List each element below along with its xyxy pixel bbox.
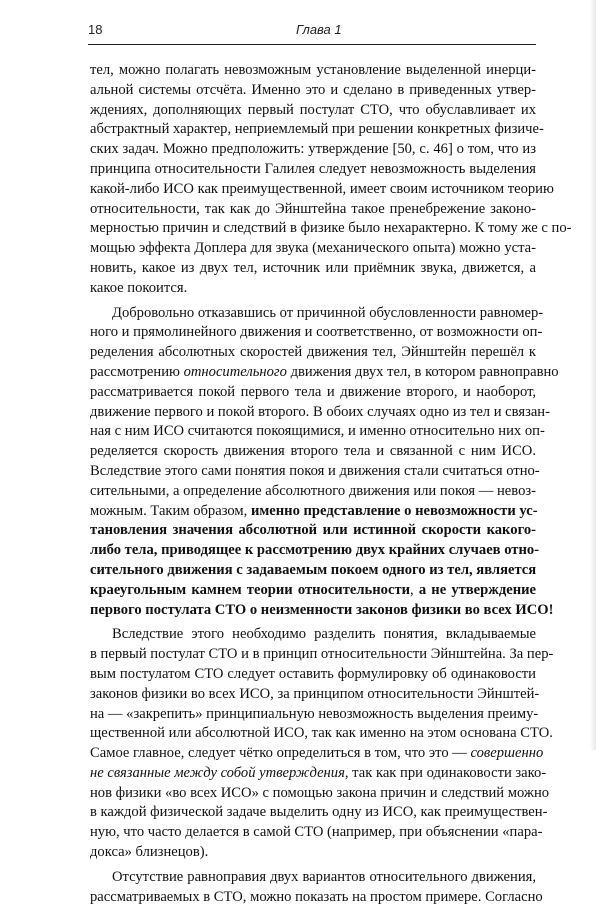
text-line [90,601,554,621]
running-header [88,22,536,44]
text-run: ских задач. Можно предположить: утверждение [50, с. 46] о том, что из [90,141,536,158]
text-run: Вследствие этого необходимо разделить понятия, вкладываемые [112,626,536,643]
text-line [90,180,554,200]
text-run: новить, какое из двух тел, источник или приёмник звука, движется, а [90,259,536,276]
text-run: рассматривается покой первого тела и движение второго, и наоборот, [90,383,536,400]
text-run: докса» близнецов). [90,844,209,861]
text-line [90,705,539,725]
text-line [90,101,536,121]
text-run: щественной или абсолютной ИСО, так как именно на этом основана СТО. [90,725,553,742]
text-run: Отсутствие равноправия двух вариантов относительного движения, [112,868,536,885]
text-line [90,239,536,259]
text-line [90,764,547,784]
text-run: в каждой физической задаче выделить одну из ИСО, как преимуществен- [90,804,548,821]
text-run: абстрактный характер, неприемлемый при решении конкретных физиче- [90,121,544,138]
text-line [90,541,540,561]
text-line [90,403,550,423]
text-line [90,784,550,804]
text-line [90,502,536,522]
text-line [90,665,536,685]
paragraph [90,868,543,907]
text-line [90,581,536,601]
text-run: сительными, а определение абсолютного движения или покоя — невоз- [90,482,536,499]
text-run: мощью эффекта Доплера для звука (механического опыта) можно уста- [90,240,536,257]
text-line [90,888,543,907]
header-rule [88,44,536,45]
text-run: рассмотрению [90,363,184,380]
italic-text: не связанные между собой утверждения [90,764,345,781]
text-line [90,744,544,764]
text-line [90,383,536,403]
text-run: , так как при одинаковости зако- [344,764,547,781]
text-line [90,323,543,343]
body-text [90,61,572,907]
text-run: законов физики во всех ИСО, за принципом относительности Эйнштей- [90,685,540,702]
text-line [90,645,554,665]
text-line [90,140,536,160]
paragraph [90,304,559,621]
text-line [90,482,536,502]
text-run: какое покоится. [90,279,188,296]
text-run: в первый постулат СТО и в принцип относительности Эйнштейна. За пер- [90,646,554,663]
bold-text: сительного движения с задаваемым покоем одного из тел, является [90,561,537,578]
text-line [90,61,536,81]
text-run: ная с ним ИСО считаются покоящимися, и именно относительно них оп- [90,423,545,440]
bold-text: краеугольным камнем теории относительности [90,581,411,598]
text-run: ределения абсолютных скоростей движения тел, Эйнштейн перешёл к [90,344,536,361]
paragraph [90,61,572,299]
text-run: , [410,581,419,598]
text-line [90,823,543,843]
text-line [90,462,540,482]
text-line [90,160,536,180]
page-edge-shadow [590,0,596,750]
text-run: движения двух тел, в котором равноправно [286,363,559,380]
text-line [90,343,536,363]
text-line [90,625,536,645]
text-run: Самое главное, следует чётко определиться в том, что это — [90,745,471,762]
text-line [90,442,536,462]
text-line [90,685,540,705]
text-line [90,279,536,299]
bold-text: первого постулата СТО о неизменности законов физики во всех ИСО! [90,601,554,618]
text-run: ного и прямолинейного движения и соответственно, от возможности оп- [90,324,543,341]
text-line [90,868,536,888]
italic-text: относительного [183,363,287,380]
text-run: движение первого и покой второго. В обоих случаях одно из тел и связан- [90,403,550,420]
text-run: Вследствие этого сами понятия покоя и движения стали считаться отно- [90,462,540,479]
text-run: принципа относительности Галилея следует невозможность выделения [90,160,536,177]
text-line [90,843,536,863]
bold-text: именно представление о невозможности ус- [250,502,538,519]
chapter-title: Глава 1 [296,22,342,37]
bold-text: а не утверждение [418,581,537,598]
paragraph [90,625,554,863]
text-run: можным. Таким образом, [90,502,251,519]
text-run: рассматриваемых в СТО, можно показать на простом примере. Согласно [90,888,543,905]
text-line [90,521,536,541]
text-line [90,259,536,279]
text-run: вым постулатом СТО следует оставить формулировку об одинаковости [90,665,536,682]
text-run: какой-либо ИСО как преимущественной, имеет своим источником теорию [90,180,554,197]
bold-text: тановления значения абсолютной или истинной скорости какого- [90,522,536,539]
text-run: тел, можно полагать невозможным установление выделенной инерци- [90,62,536,78]
italic-text: совершенно [470,745,544,762]
text-run: Добровольно отказавшись от причинной обусловленности равномер- [112,304,544,321]
text-line [90,561,536,581]
text-line [90,81,536,101]
text-line [90,363,559,383]
text-line [90,422,545,442]
text-run: ную, что часто делается в самой СТО (например, при объяснении «пара- [90,824,543,841]
text-line [90,803,548,823]
bold-text: либо тела, приводящее к рассмотрению двух крайних случаев отно- [90,542,540,559]
text-run: нов физики «во всех ИСО» с помощью закона причин и следствий можно [90,784,550,801]
text-run: на — «закрепить» принципиальную невозможность выделения преиму- [90,705,539,722]
text-run: ределяется скорость движения второго тела и связанной с ним ИСО. [90,443,536,460]
page-number: 18 [88,22,103,37]
text-run: ждениях, дополняющих первый постулат СТО, что обуславливает их [90,101,536,118]
text-line [90,304,544,324]
text-line [90,200,536,220]
text-run: альной системы отсчёта. Именно это и сделано в приведенных утвер- [90,81,536,98]
text-run: мерностью причин и следствий в физике было нехарактерно. К тому же с по- [90,220,572,237]
text-run: относительности, так как до Эйнштейна такое пренебрежение законо- [90,200,536,217]
text-line [90,120,544,140]
text-line [90,219,572,239]
text-line [90,724,553,744]
